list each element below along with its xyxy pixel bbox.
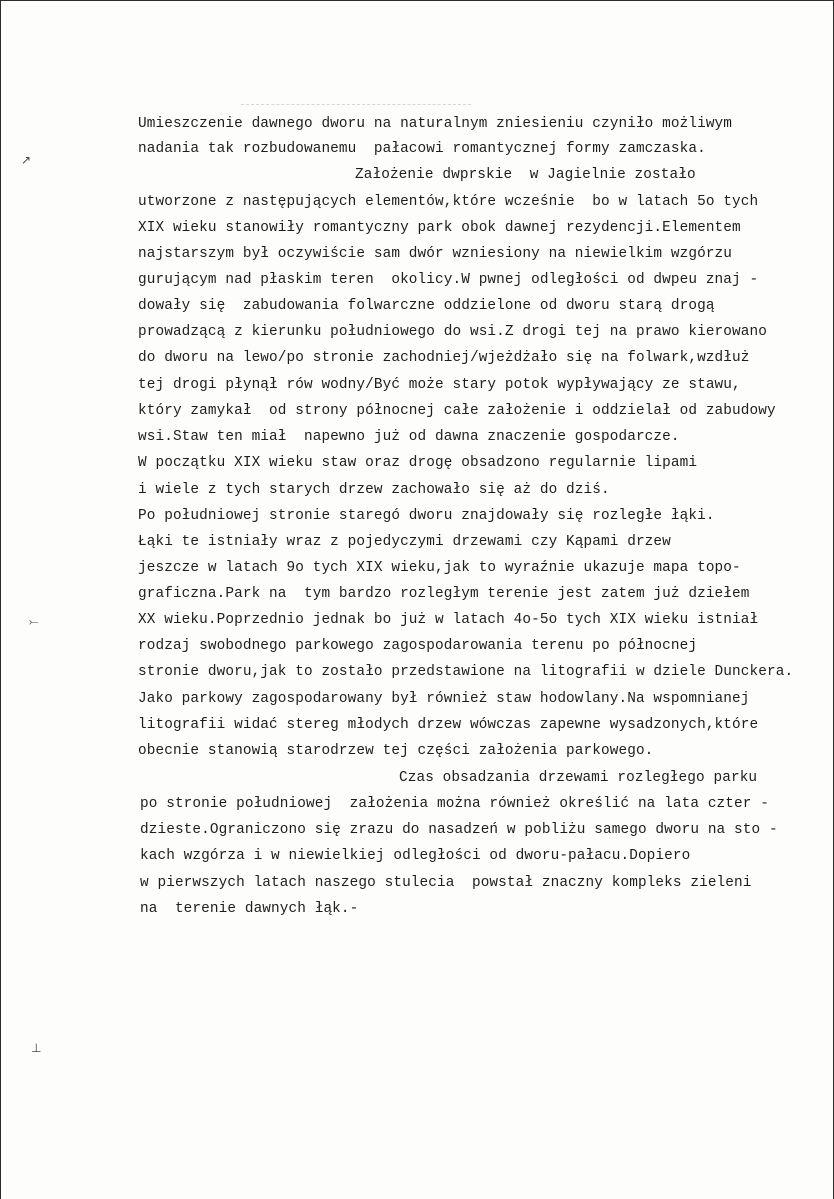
text-line-1: Umieszczenie dawnego dworu na naturalnym zniesieniu czyniło możliwym [138, 116, 733, 132]
text-line-10: do dworu na lewo/po stronie zachodniej/wjeżdżało się na folwark,wzdłuż [138, 350, 750, 366]
text-line-16: Po południowej stronie staregó dworu znajdowały się rozległe łąki. [138, 508, 715, 524]
text-line-24: litografii widać stereg młodych drzew wówczas zapewne wysadzonych,które [138, 717, 759, 733]
text-line-28: dzieste.Ograniczono się zrazu do nasadzeń w pobliżu samego dworu na sto - [140, 822, 778, 838]
text-line-21: rodzaj swobodnego parkowego zagospodarowania terenu po północnej [138, 638, 698, 654]
margin-cross-mark-icon: ⊥ [31, 1041, 42, 1055]
text-line-3: Założenie dwprskie w Jagielnie zostało [355, 167, 696, 183]
text-line-25: obecnie stanowią starodrzew tej części założenia parkowego. [138, 743, 654, 759]
text-line-23: Jako parkowy zagospodarowany był również staw hodowlany.Na wspomnianej [138, 691, 750, 707]
text-line-31: na terenie dawnych łąk.- [140, 901, 359, 917]
text-line-9: prowadzącą z kierunku południowego do wsi.Z drogi tej na prawo kierowano [138, 324, 767, 340]
text-line-11: tej drogi płynął rów wodny/Być może stary potok wypływający ze stawu, [138, 377, 741, 393]
text-line-22: stronie dworu,jak to zostało przedstawione na litografii w dziele Dunckera. [138, 664, 794, 680]
text-line-17: Łąki te istniały wraz z pojedyczymi drzewami czy Kąpami drzew [138, 534, 671, 550]
text-line-20: XX wieku.Poprzednio jednak bo już w latach 4o-5o tych XIX wieku istniał [138, 612, 759, 628]
margin-tick-mark-icon: ↗ [21, 153, 32, 167]
text-line-4: utworzone z następujących elementów,które wcześnie bo w latach 5o tych [138, 194, 759, 210]
text-line-30: w pierwszych latach naszego stulecia powstał znaczny kompleks zieleni [140, 875, 752, 891]
text-line-14: W początku XIX wieku staw oraz drogę obsadzono regularnie lipami [138, 455, 698, 471]
text-line-12: który zamykał od strony północnej całe założenie i oddzielał od zabudowy [138, 403, 776, 419]
text-line-18: jeszcze w latach 9o tych XIX wieku,jak to wyraźnie ukazuje mapa topo- [138, 560, 741, 576]
text-line-19: graficzna.Park na tym bardzo rozległym terenie jest zatem już dziełem [138, 586, 750, 602]
text-line-6: najstarszym był oczywiście sam dwór wzniesiony na niewielkim wzgórzu [138, 246, 733, 262]
text-line-5: XIX wieku stanowiły romantyczny park obok dawnej rezydencji.Elementem [138, 220, 741, 236]
text-line-26: Czas obsadzania drzewami rozległego parku [399, 770, 758, 786]
text-line-27: po stronie południowej założenia można również określić na lata czter - [140, 796, 769, 812]
text-line-7: gurującym nad płaskim teren okolicy.W pwnej odległości od dwpeu znaj - [138, 272, 759, 288]
text-line-8: dowały się zabudowania folwarczne oddzielone od dworu starą drogą [138, 298, 715, 314]
text-line-2: nadania tak rozbudowanemu pałacowi romantycznej formy zamczaska. [138, 141, 706, 157]
text-line-13: wsi.Staw ten miał napewno już od dawna znaczenie gospodarcze. [138, 429, 680, 445]
faint-erased-line [241, 104, 471, 105]
text-line-29: kach wzgórza i w niewielkiej odległości od dworu-pałacu.Dopiero [140, 848, 691, 864]
margin-arrow-mark-icon: ⤚ [29, 614, 39, 628]
text-line-15: i wiele z tych starych drzew zachowało się aż do dziś. [138, 482, 610, 498]
